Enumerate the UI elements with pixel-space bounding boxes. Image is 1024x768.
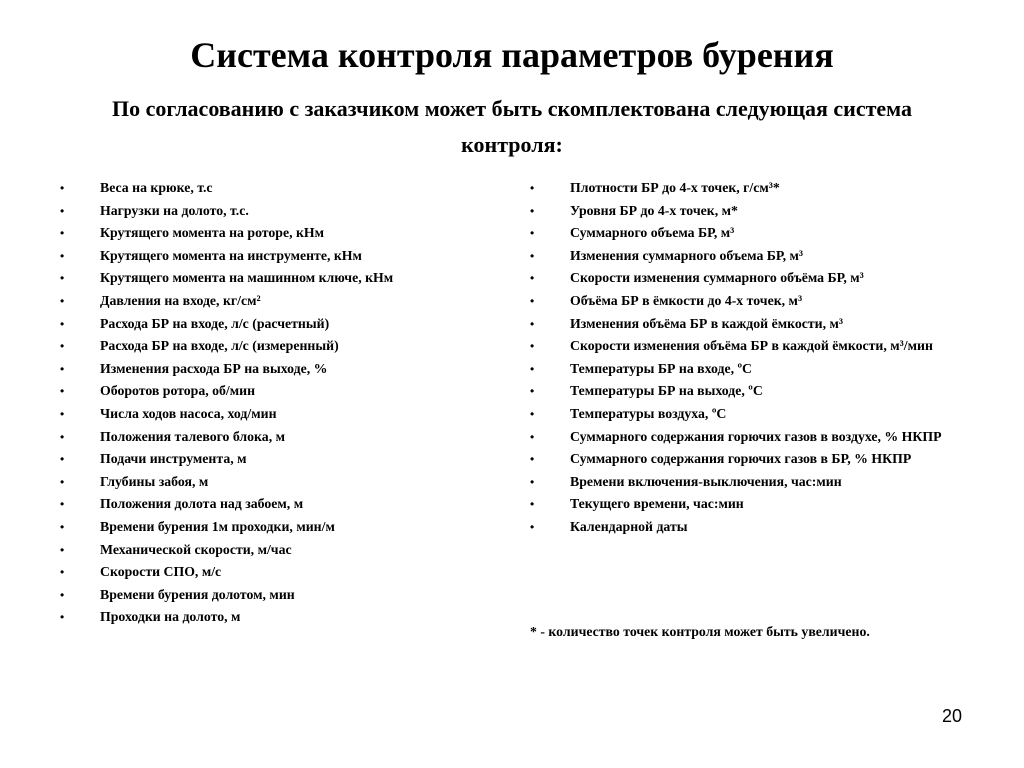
list-item	[60, 564, 480, 580]
list-item-text: Изменения суммарного объема БР, м³	[570, 247, 804, 263]
list-item	[60, 587, 480, 603]
bullet-icon: •	[60, 497, 65, 512]
list-item	[530, 270, 962, 286]
list-item	[60, 180, 480, 196]
bullet-icon: •	[530, 361, 535, 376]
list-item-text: Веса на крюке, т.с	[100, 180, 213, 195]
bullet-icon: •	[60, 452, 65, 467]
footnote: * - количество точек контроля может быть увеличено.	[530, 624, 870, 639]
bullet-icon: •	[60, 226, 65, 241]
list-item-text: Расхода БР на входе, л/с (расчетный)	[100, 315, 330, 331]
left-parameter-list	[60, 180, 480, 632]
slide-subtitle: По согласованию с заказчиком может быть скомплектована следующая система контроля:	[111, 96, 913, 157]
list-item-text: Давления на входе, кг/см²	[100, 292, 261, 308]
bullet-icon: •	[530, 497, 535, 512]
bullet-icon: •	[530, 271, 535, 286]
list-item-text: Времени бурения 1м проходки, мин/м	[100, 518, 335, 534]
list-item-text: Суммарного объема БР, м³	[570, 225, 735, 241]
bullet-icon: •	[60, 361, 65, 376]
list-item-text: Времени включения-выключения, час:мин	[570, 473, 842, 489]
list-item	[60, 406, 480, 422]
list-item	[530, 429, 962, 445]
bullet-icon: •	[530, 316, 535, 331]
list-item	[530, 180, 962, 196]
list-item	[530, 248, 962, 264]
bullet-icon: •	[60, 339, 65, 354]
bullet-icon: •	[60, 203, 65, 218]
list-item	[60, 203, 480, 219]
list-item	[530, 519, 962, 535]
list-item-text: Расхода БР на входе, л/с (измеренный)	[100, 338, 339, 354]
bullet-icon: •	[60, 542, 65, 557]
bullet-icon: •	[530, 181, 535, 195]
list-item	[60, 519, 480, 535]
list-item	[530, 361, 962, 377]
list-item-text: Крутящего момента на машинном ключе, кНм	[100, 270, 394, 286]
list-item	[530, 338, 962, 354]
list-item	[530, 451, 962, 467]
list-item	[530, 203, 962, 219]
list-item	[60, 338, 480, 354]
list-item-text: Проходки на долото, м	[100, 609, 241, 625]
list-item	[530, 225, 962, 241]
bullet-icon: •	[530, 452, 535, 467]
bullet-icon: •	[60, 406, 65, 421]
page-number: 20	[941, 706, 962, 726]
list-item	[60, 383, 480, 399]
bullet-icon: •	[60, 429, 65, 444]
bullet-icon: •	[530, 248, 535, 263]
bullet-icon: •	[60, 271, 65, 286]
list-item-text: Температуры воздуха, ºС	[570, 405, 727, 421]
list-item-text: Положения долота над забоем, м	[100, 496, 304, 512]
bullet-icon: •	[530, 339, 535, 354]
list-item-text: Скорости изменения суммарного объёма БР, м³	[570, 270, 864, 286]
bullet-icon: •	[60, 565, 65, 580]
list-item-text: Календарной даты	[570, 518, 688, 534]
list-item-text: Нагрузки на долото, т.с.	[100, 202, 249, 218]
list-item	[60, 293, 480, 309]
list-item-text: Положения талевого блока, м	[100, 428, 285, 444]
list-item	[60, 361, 480, 377]
list-item-text: Объёма БР в ёмкости до 4-х точек, м³	[570, 292, 803, 308]
bullet-icon: •	[530, 474, 535, 489]
list-item	[60, 609, 480, 625]
list-item	[60, 474, 480, 490]
list-item	[60, 316, 480, 332]
bullet-icon: •	[60, 474, 65, 489]
slide-title: Система контроля параметров бурения	[190, 35, 834, 75]
bullet-icon: •	[60, 248, 65, 263]
list-item-text: Суммарного содержания горючих газов в БР, % НКПР	[570, 451, 912, 467]
bullet-icon: •	[530, 429, 535, 444]
list-item	[530, 316, 962, 332]
list-item-text: Оборотов ротора, об/мин	[100, 383, 256, 399]
bullet-icon: •	[530, 293, 535, 308]
bullet-icon: •	[60, 181, 65, 195]
bullet-icon: •	[60, 316, 65, 331]
list-item-text: Подачи инструмента, м	[100, 451, 247, 467]
list-item-text: Уровня БР до 4-х точек, м*	[570, 202, 738, 218]
bullet-icon: •	[530, 203, 535, 218]
list-item	[60, 429, 480, 445]
list-item-text: Температуры БР на выходе, ºС	[570, 383, 763, 399]
list-item-text: Плотности БР до 4-х точек, г/см³*	[570, 180, 780, 195]
bullet-icon: •	[530, 406, 535, 421]
list-item-text: Крутящего момента на инструменте, кНм	[100, 247, 362, 263]
list-item-text: Скорости СПО, м/с	[100, 564, 222, 580]
list-item-text: Времени бурения долотом, мин	[100, 586, 295, 602]
list-item	[60, 451, 480, 467]
bullet-icon: •	[60, 610, 65, 625]
list-item	[530, 474, 962, 490]
bullet-icon: •	[60, 519, 65, 534]
list-item-text: Механической скорости, м/час	[100, 541, 292, 557]
bullet-icon: •	[530, 226, 535, 241]
list-item-text: Суммарного содержания горючих газов в воздухе, % НКПР	[570, 428, 942, 444]
list-item-text: Изменения объёма БР в каждой ёмкости, м³	[570, 315, 844, 331]
list-item	[530, 293, 962, 309]
list-item	[60, 225, 480, 241]
list-item	[530, 406, 962, 422]
list-item	[60, 270, 480, 286]
bullet-icon: •	[60, 384, 65, 399]
bullet-icon: •	[60, 587, 65, 602]
bullet-icon: •	[530, 384, 535, 399]
list-item-text: Крутящего момента на роторе, кНм	[100, 225, 325, 241]
list-item	[530, 383, 962, 399]
bullet-icon: •	[60, 293, 65, 308]
list-item	[60, 496, 480, 512]
right-parameter-list	[530, 180, 962, 542]
list-item	[60, 248, 480, 264]
list-item	[530, 496, 962, 512]
list-item-text: Текущего времени, час:мин	[570, 496, 744, 512]
list-item-text: Изменения расхода БР на выходе, %	[100, 360, 328, 376]
list-item	[60, 542, 480, 558]
list-item-text: Температуры БР на входе, ºС	[570, 360, 753, 376]
list-item-text: Скорости изменения объёма БР в каждой ёмкости, м³/мин	[570, 338, 933, 354]
list-item-text: Числа ходов насоса, ход/мин	[100, 405, 277, 421]
list-item-text: Глубины забоя, м	[100, 473, 209, 489]
bullet-icon: •	[530, 519, 535, 534]
